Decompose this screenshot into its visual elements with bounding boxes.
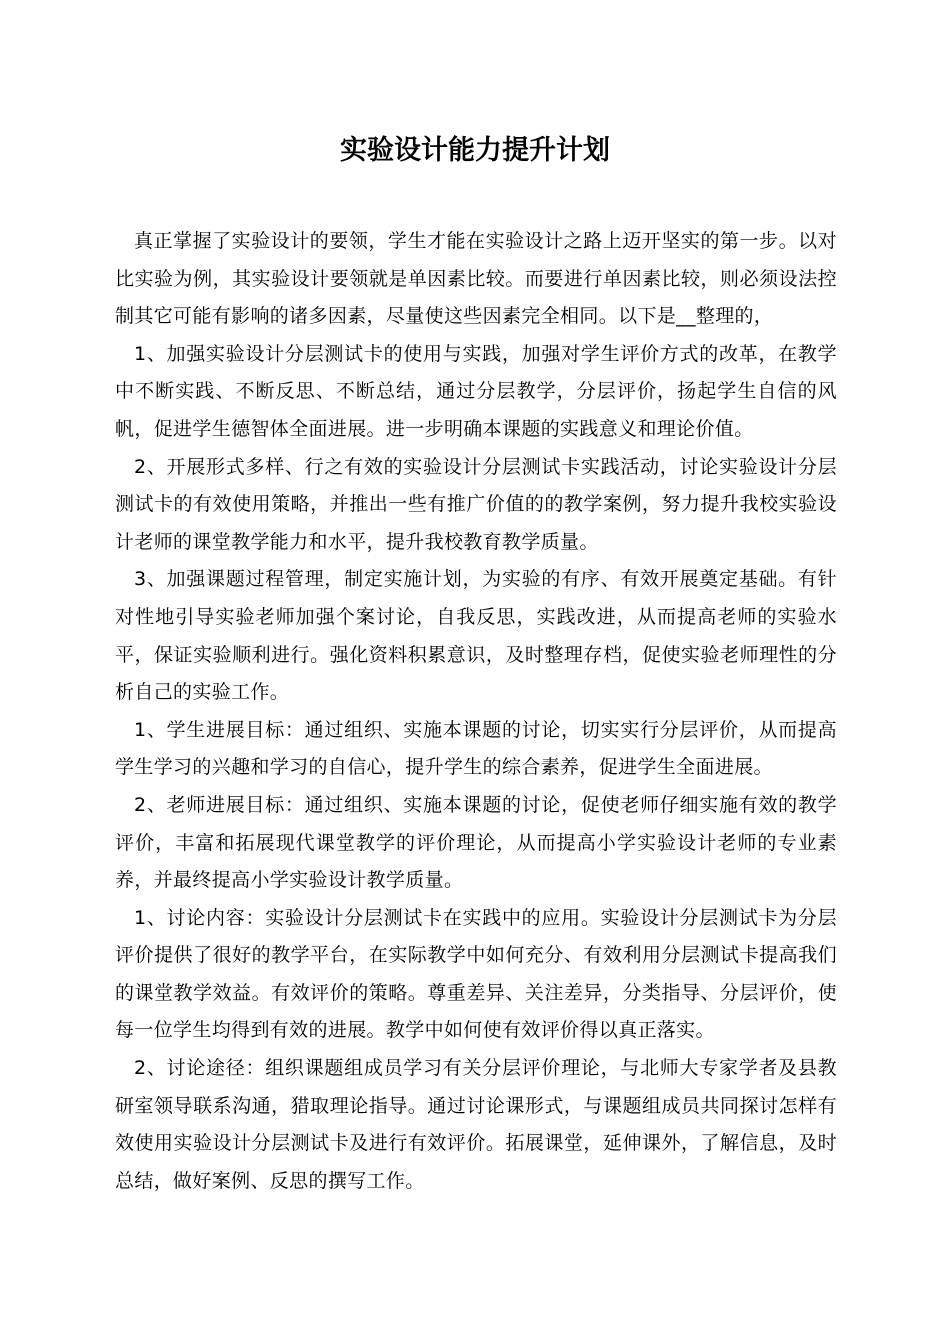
document-body (115, 223, 837, 1200)
paragraph-intro: 真正掌握了实验设计的要领，学生才能在实验设计之路上迈开坚实的第一步。以对比实验为例，其实验设计要领就是单因素比较。而要进行单因素比较，则必须设法控制其它可能有影响的诸多因素，尽量使这些因素完全相同。以下是__整理的， (115, 230, 837, 328)
paragraph-item: 2、开展形式多样、行之有效的实验设计分层测试卡实践活动，讨论实验设计分层测试卡的有效使用策略，并推出一些有推广价值的的教学案例，努力提升我校实验设计老师的课堂教学能力和水平，提升我校教育教学质量。 (115, 455, 837, 553)
paragraph-item: 1、加强实验设计分层测试卡的使用与实践，加强对学生评价方式的改革，在教学中不断实践、不断反思、不断总结，通过分层教学，分层评价，扬起学生自信的风帆，促进学生德智体全面进展。进一步明确本课题的实践意义和理论价值。 (115, 342, 837, 440)
paragraph-item: 3、加强课题过程管理，制定实施计划，为实验的有序、有效开展奠定基础。有针对性地引导实验老师加强个案讨论，自我反思，实践改进，从而提高老师的实验水平，保证实验顺利进行。强化资料积累意识，及时整理存档，促使实验老师理性的分析自己的实验工作。 (115, 568, 837, 704)
paragraph-item: 2、老师进展目标：通过组织、实施本课题的讨论，促使老师仔细实施有效的教学评价，丰富和拓展现代课堂教学的评价理论，从而提高小学实验设计老师的专业素养，并最终提高小学实验设计教学质量。 (115, 793, 837, 892)
paragraph-item: 2、讨论途径：组织课题组成员学习有关分层评价理论，与北师大专家学者及县教研室领导联系沟通，猎取理论指导。通过讨论课形式，与课题组成员共同探讨怎样有效使用实验设计分层测试卡及进行有效评价。拓展课堂，延伸课外，了解信息，及时总结，做好案例、反思的撰写工作。 (115, 1057, 837, 1192)
document-title: 实验设计能力提升计划 (340, 135, 610, 166)
paragraph-item: 1、学生进展目标：通过组织、实施本课题的讨论，切实实行分层评价，从而提高学生学习的兴趣和学习的自信心，提升学生的综合素养，促进学生全面进展。 (115, 718, 837, 779)
paragraph-item: 1、讨论内容：实验设计分层测试卡在实践中的应用。实验设计分层测试卡为分层评价提供了很好的教学平台，在实际教学中如何充分、有效利用分层测试卡提高我们的课堂教学效益。有效评价的策略。尊重差异、关注差异，分类指导、分层评价，使每一位学生均得到有效的进展。教学中如何使有效评价得以真正落实。 (115, 906, 837, 1042)
